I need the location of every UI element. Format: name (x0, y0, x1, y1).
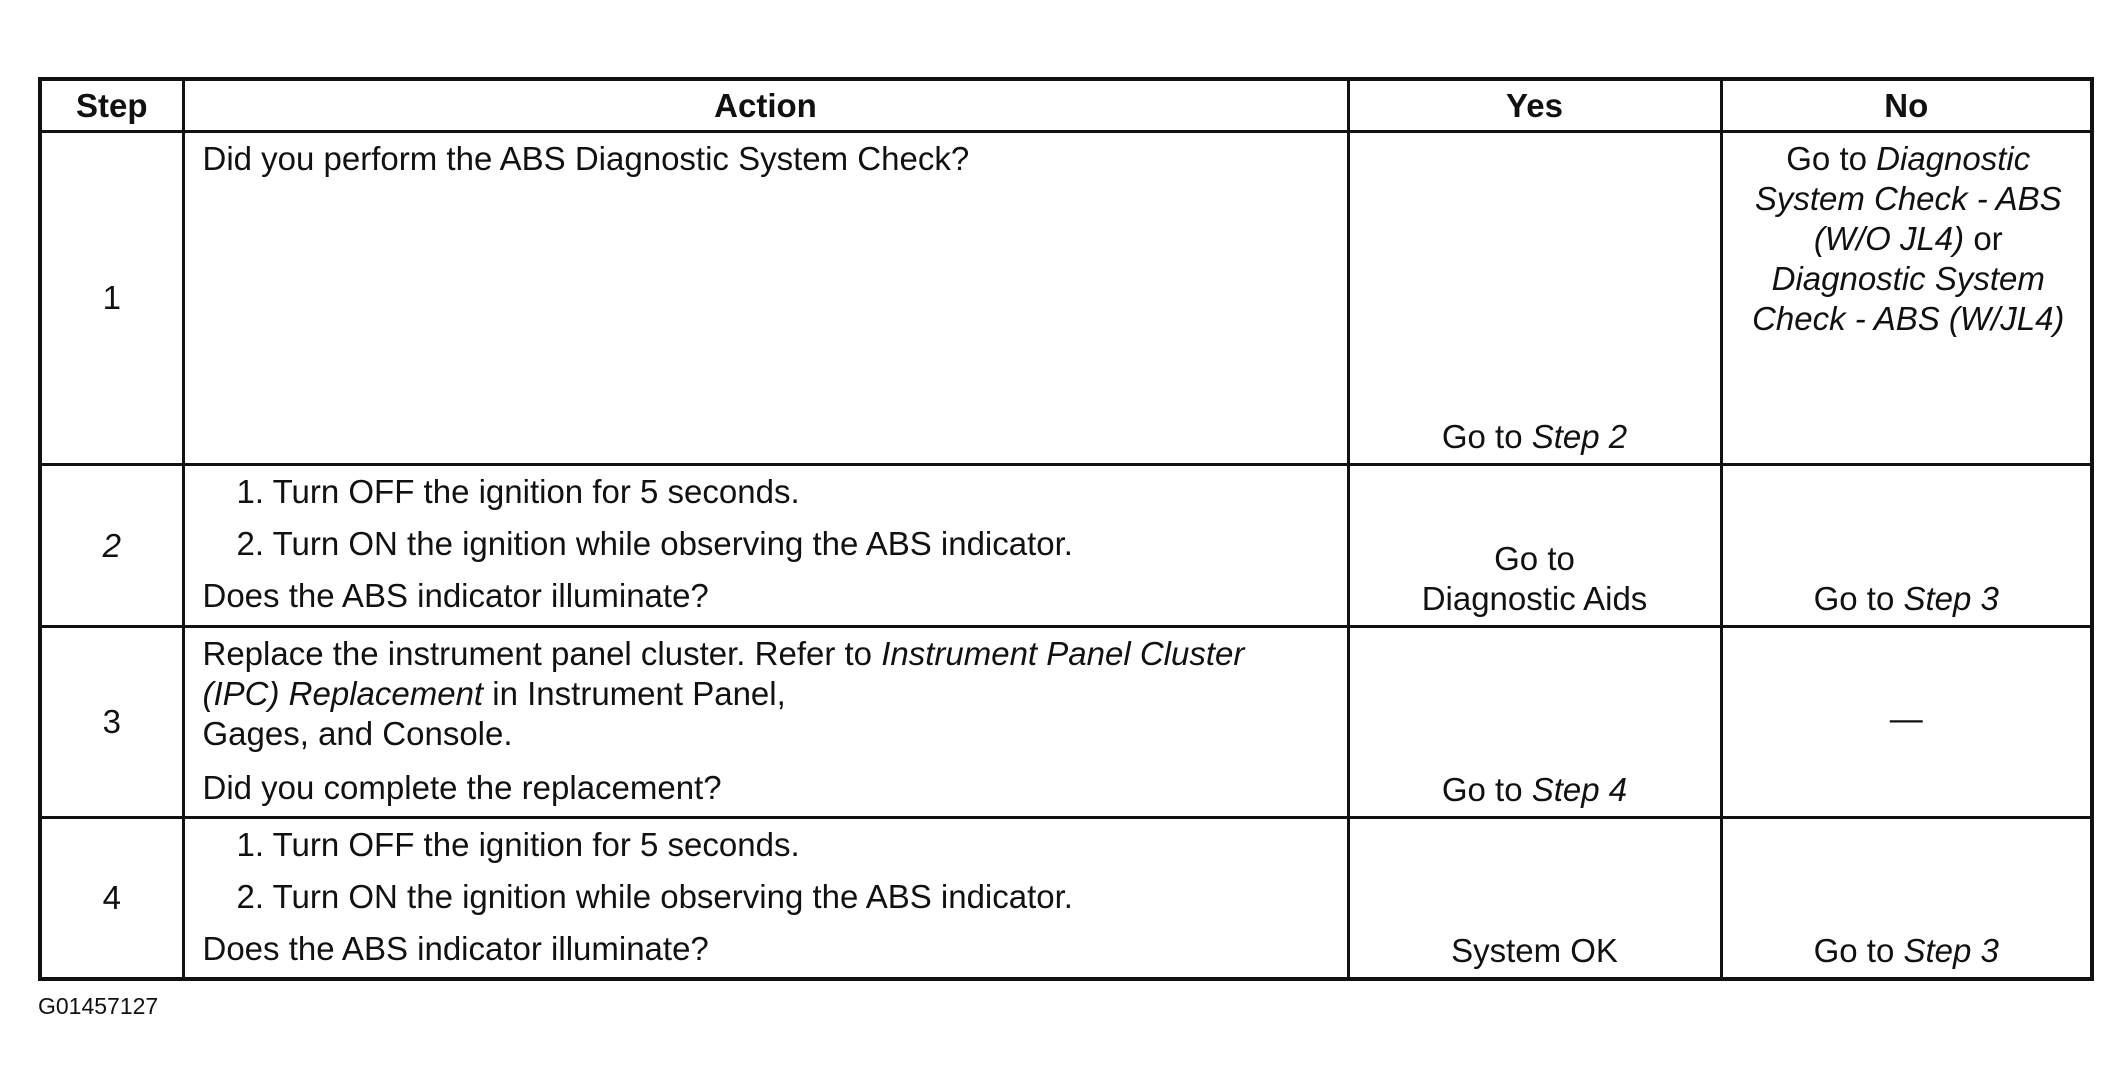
step-number: 2 (40, 465, 183, 627)
no-link-with-jl4[interactable]: Diagnostic System Check - ABS (W/JL4) (1752, 260, 2065, 337)
no-joiner: or (1973, 220, 2003, 257)
no-cell (1721, 132, 2092, 465)
action-text: Replace the instrument panel cluster. Refer to (202, 635, 873, 672)
table-row (40, 818, 2092, 980)
yes-prefix: Go to (1494, 540, 1575, 577)
no-prefix: Go to (1813, 932, 1895, 969)
no-step-link[interactable]: Step 3 (1903, 580, 1999, 617)
no-cell (1721, 627, 2092, 818)
yes-cell (1348, 132, 1721, 465)
header-row (40, 79, 2092, 132)
step-number: 4 (40, 818, 183, 980)
table-row (40, 132, 2092, 465)
table-row (40, 627, 2092, 818)
no-step-link[interactable]: Step 3 (1903, 932, 1999, 969)
action-steps-list (203, 825, 1329, 917)
action-cell (183, 818, 1348, 980)
no-cell (1721, 465, 2092, 627)
header-yes: Yes (1348, 79, 1721, 132)
action-question: Did you complete the replacement? (202, 769, 722, 806)
no-prefix: Go to (1786, 140, 1867, 177)
no-prefix: Go to (1813, 580, 1895, 617)
header-no: No (1721, 79, 2092, 132)
action-question: Did you perform the ABS Diagnostic System Check? (202, 140, 970, 177)
action-steps-list (203, 472, 1329, 564)
yes-cell (1348, 465, 1721, 627)
no-dash: — (1889, 700, 1923, 737)
step-number: 3 (40, 627, 183, 818)
header-step: Step (40, 79, 183, 132)
diagnostic-table (38, 77, 2094, 981)
no-link-without-jl4[interactable]: Diagnostic System Check - ABS (W/O JL4) (1754, 140, 2062, 257)
action-question: Does the ABS indicator illuminate? (202, 930, 709, 967)
yes-cell (1348, 818, 1721, 980)
header-action: Action (183, 79, 1348, 132)
no-cell (1721, 818, 2092, 980)
action-cell (183, 627, 1348, 818)
table-row (40, 465, 2092, 627)
action-cell (183, 132, 1348, 465)
action-text: in Instrument Panel, (492, 675, 786, 712)
yes-diagnostic-aids-link[interactable]: Diagnostic Aids (1421, 580, 1648, 617)
action-text: Gages, and Console. (202, 715, 513, 752)
step-number: 1 (40, 132, 183, 465)
yes-prefix: Go to (1441, 418, 1523, 455)
yes-step-link[interactable]: Step 4 (1531, 771, 1628, 808)
yes-cell (1348, 627, 1721, 818)
figure-id: G01457127 (38, 993, 159, 1019)
list-item: 2. Turn ON the ignition while observing the ABS indicator. (236, 525, 1073, 562)
action-reference-link[interactable]: Instrument Panel Cluster (IPC) Replacement (202, 635, 1245, 712)
list-item: 1. Turn OFF the ignition for 5 seconds. (236, 473, 800, 510)
list-item: 2. Turn ON the ignition while observing the ABS indicator. (236, 878, 1073, 915)
action-cell (183, 465, 1348, 627)
action-question: Does the ABS indicator illuminate? (202, 577, 709, 614)
list-item: 1. Turn OFF the ignition for 5 seconds. (236, 826, 800, 863)
yes-step-link[interactable]: Step 2 (1531, 418, 1628, 455)
yes-result: System OK (1451, 932, 1618, 969)
yes-prefix: Go to (1441, 771, 1523, 808)
